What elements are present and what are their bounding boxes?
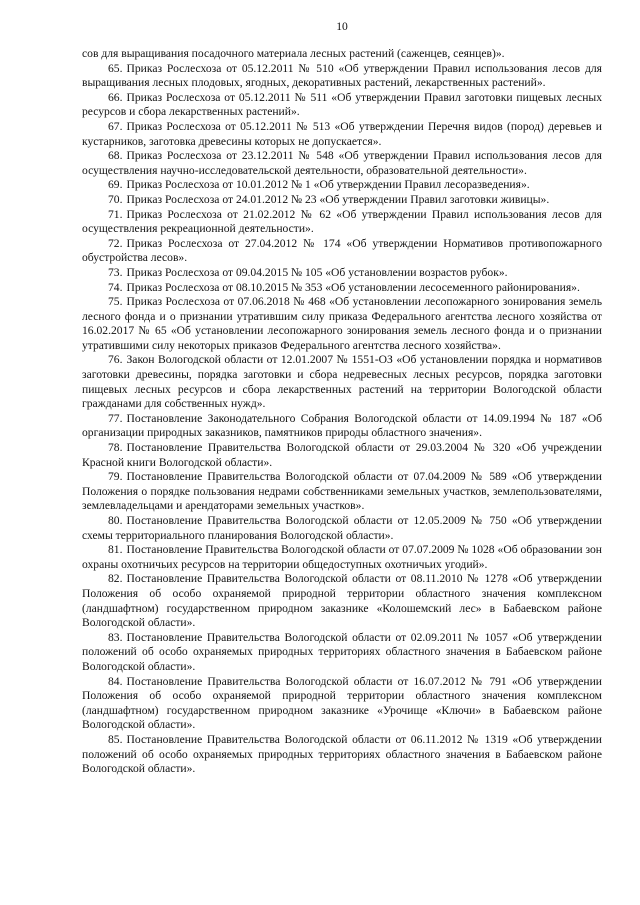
list-item xyxy=(82,572,602,630)
item-text: Приказ Рослесхоза от 08.10.2015 № 353 «Об установлении лесосеменного районирования». xyxy=(126,280,580,294)
item-text: Приказ Рослесхоза от 21.02.2012 № 62 «Об утверждении Правил использования лесов для осуществления рекреационной деятельности». xyxy=(82,207,602,236)
list-item xyxy=(82,193,602,208)
item-number: 83. xyxy=(108,630,123,644)
item-number: 82. xyxy=(108,572,123,586)
list-item xyxy=(82,295,602,353)
item-text: Постановление Правительства Вологодской области от 16.07.2012 № 791 «Об утверждении Положения об особо охраняемой природной территории областного значения комплексном (ландшафтном) государственном природном заказнике «Урочище «Ключи» в Бабаевском районе Вологодской области». xyxy=(82,674,602,732)
list-item xyxy=(82,62,602,91)
item-number: 68. xyxy=(108,149,123,163)
list-item xyxy=(82,281,602,296)
list-item xyxy=(82,208,602,237)
item-text: Приказ Рослесхоза от 05.12.2011 № 511 «Об утверждении Правил заготовки пищевых лесных ресурсов и сбора лекарственных растений». xyxy=(82,90,602,119)
item-number: 81. xyxy=(108,543,123,557)
item-text: Постановление Правительства Вологодской области от 29.03.2004 № 320 «Об учреждении Красной книги Вологодской области». xyxy=(82,441,602,469)
document-page xyxy=(82,0,602,777)
list-item xyxy=(82,631,602,675)
item-list xyxy=(82,62,602,777)
item-text: Постановление Законодательного Собрания Вологодской области от 14.09.1994 № 187 «Об организации природных заказников, памятников природы областного значения». xyxy=(82,411,602,440)
item-text: Постановление Правительства Вологодской области от 12.05.2009 № 750 «Об утверждении схемы территориального планирования Вологодской области». xyxy=(82,514,602,542)
list-item xyxy=(82,514,602,543)
item-number: 78. xyxy=(108,441,123,455)
item-number: 85. xyxy=(108,732,123,746)
item-number: 73. xyxy=(108,265,123,279)
item-text: Постановление Правительства Вологодской области от 02.09.2011 № 1057 «Об утверждении положений об особо охраняемых природных территориях областного значения в Бабаевском районе Вологодской области». xyxy=(82,630,602,673)
item-text: Постановление Правительства Вологодской области от 07.07.2009 № 1028 «Об образовании зон охраны охотничьих ресурсов на территории общедоступных охотничьих угодий». xyxy=(82,543,602,571)
item-text: Приказ Рослесхоза от 07.06.2018 № 468 «Об установлении лесопожарного зонирования земель лесного фонда и о признании утратившим силу приказа Федерального агентства лесного хозяйства от 16.02.2017 № 65 «Об установлении лесопожарного зонирования земель лесного фонда и о признании утратившими силу некоторых приказов Федерального агентства лесного хозяйства». xyxy=(82,295,602,352)
item-number: 70. xyxy=(108,192,123,206)
item-text: Приказ Рослесхоза от 05.12.2011 № 513 «Об утверждении Перечня видов (пород) деревьев и кустарников, заготовка древесины которых не допускается». xyxy=(82,119,602,148)
continuation-text: сов для выращивания посадочного материала лесных растений (саженцев, сеянцев)». xyxy=(82,47,505,60)
list-item xyxy=(82,91,602,120)
item-number: 77. xyxy=(108,411,123,425)
item-text: Закон Вологодской области от 12.01.2007 № 1551-ОЗ «Об установлении порядка и нормативов заготовки древесины, порядка заготовки и сбора недревесных лесных ресурсов, порядка заготовки пищевых лесных ресурсов и сбора лекарственных растений на территории Вологодской области гражданами для собственных нужд». xyxy=(82,353,602,411)
item-number: 72. xyxy=(108,236,123,250)
item-number: 79. xyxy=(108,470,123,484)
list-item xyxy=(82,543,602,572)
item-text: Приказ Рослесхоза от 24.01.2012 № 23 «Об утверждении Правил заготовки живицы». xyxy=(126,192,550,206)
item-text: Приказ Рослесхоза от 23.12.2011 № 548 «Об утверждении Правил использования лесов для осуществления научно-исследовательской деятельности, образовательной деятельности». xyxy=(82,149,602,177)
list-item xyxy=(82,149,602,178)
item-text: Приказ Рослесхоза от 10.01.2012 № 1 «Об утверждении Правил лесоразведения». xyxy=(126,178,530,192)
list-item xyxy=(82,470,602,514)
item-number: 69. xyxy=(108,178,123,192)
item-number: 75. xyxy=(108,295,123,309)
item-text: Приказ Рослесхоза от 27.04.2012 № 174 «Об утверждении Нормативов противопожарного обустройства лесов». xyxy=(82,236,602,265)
item-number: 80. xyxy=(108,514,123,527)
item-number: 67. xyxy=(108,119,123,133)
item-number: 84. xyxy=(108,674,123,688)
list-item xyxy=(82,237,602,266)
list-item xyxy=(82,675,602,733)
item-text: Приказ Рослесхоза от 09.04.2015 № 105 «Об установлении возрастов рубок». xyxy=(126,265,508,279)
list-item xyxy=(82,266,602,281)
item-text: Постановление Правительства Вологодской области от 07.04.2009 № 589 «Об утверждении Положения о порядке пользования недрами собственниками земельных участков, землепользователями, землевладельцами и арендаторами земельных участков». xyxy=(82,470,602,513)
list-item xyxy=(82,120,602,149)
list-item xyxy=(82,412,602,441)
list-item xyxy=(82,353,602,411)
item-text: Постановление Правительства Вологодской области от 08.11.2010 № 1278 «Об утверждении Положения об особо охраняемой природной территории областного значения комплексном (ландшафтном) государственном природном заказнике «Колошемский лес» в Бабаевском районе Вологодской области». xyxy=(82,572,602,630)
item-number: 76. xyxy=(108,353,123,367)
page-number: 10 xyxy=(336,20,348,33)
item-number: 65. xyxy=(108,61,123,75)
item-number: 74. xyxy=(108,280,123,294)
item-number: 71. xyxy=(108,207,123,221)
item-text: Приказ Рослесхоза от 05.12.2011 № 510 «Об утверждении Правил использования лесов для выращивания лесных плодовых, ягодных, декоративных растений, лекарственных растений». xyxy=(82,61,602,90)
list-item xyxy=(82,733,602,777)
list-item xyxy=(82,441,602,470)
item-text: Постановление Правительства Вологодской области от 06.11.2012 № 1319 «Об утверждении положений об особо охраняемых природных территориях областного значения в Бабаевском районе Вологодской области». xyxy=(82,732,602,776)
item-number: 66. xyxy=(108,90,123,104)
list-item xyxy=(82,178,602,193)
